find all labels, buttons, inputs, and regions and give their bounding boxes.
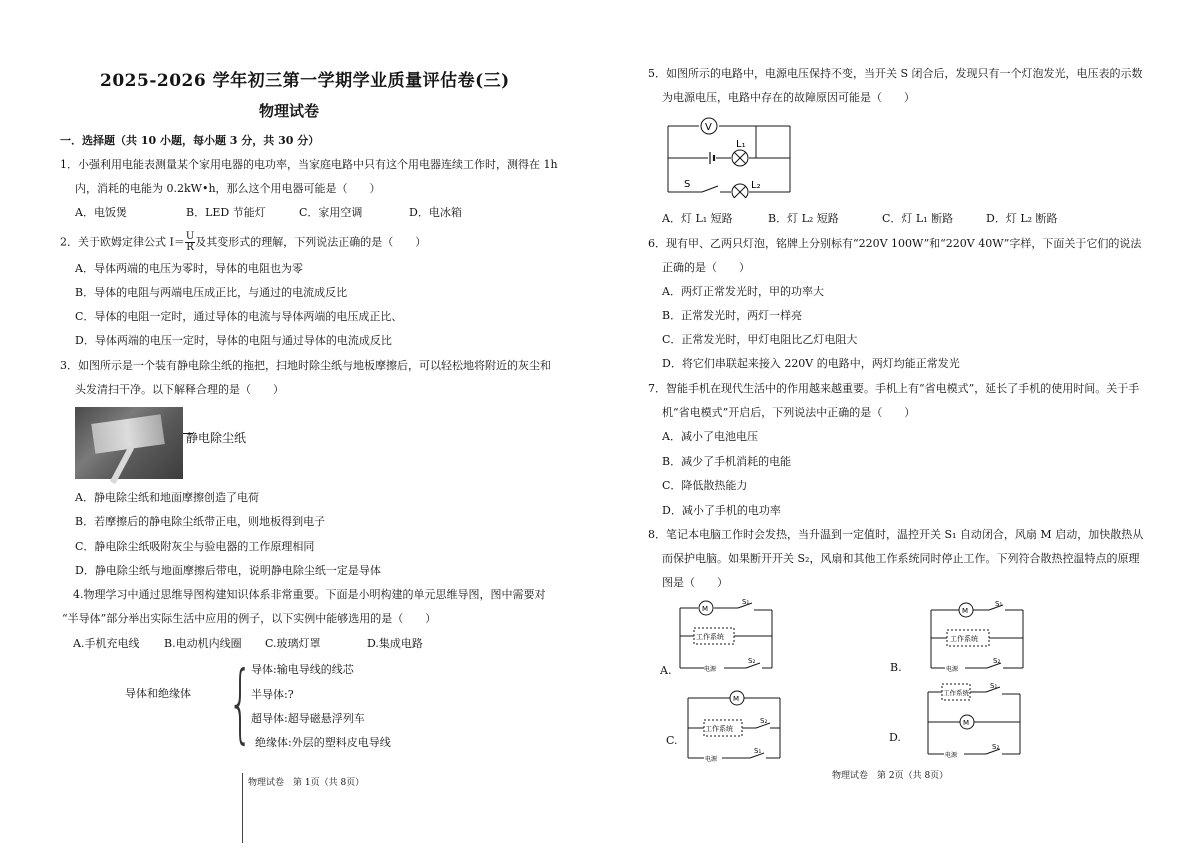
exam-page-2 (600, 0, 1200, 849)
question-4-option-a: A.手机充电线 (73, 637, 140, 650)
question-2-option-b: B．导体的电阻与两端电压成正比，与通过的电流成反比 (75, 286, 348, 299)
question-6-stem-line2: 正确的是（ ） (662, 261, 750, 274)
question-6-stem-line1: 6．现有甲、乙两只灯泡，铭牌上分别标有“220V 100W”和“220V 40W”字样，下面关于它们的说法 (648, 237, 1142, 250)
question-7-option-b: B．减少了手机消耗的电能 (662, 455, 792, 468)
work-system-label: 工作系统 (950, 635, 978, 643)
ohm-law-fraction (185, 232, 195, 253)
fan-motor-label: M (733, 695, 740, 703)
lamp-l1-label: L₁ (736, 139, 746, 150)
question-4-stem-line1: 4.物理学习中通过思维导图构建知识体系非常重要。下面是小明构建的单元思维导图，图中需要对 (73, 588, 546, 601)
question-6-option-a: A．两灯正常发光时，甲的功率大 (662, 285, 824, 298)
power-source-label: 电源 (705, 756, 718, 763)
voltmeter-label: V (705, 122, 712, 133)
question-5-stem-line1: 5．如图所示的电路中，电源电压保持不变，当开关 S 闭合后，发现只有一个灯泡发光，电压表的示数 (648, 67, 1143, 80)
fan-motor-label: M (963, 719, 970, 727)
question-1-stem-line1: 1．小强利用电能表测量某个家用电器的电功率，当家庭电路中只有这个用电器连续工作时，测得在 1h (60, 158, 558, 171)
q5-circuit-diagram (664, 116, 794, 198)
section-heading: 一．选择题（共 10 小题，每小题 3 分，共 30 分） (60, 134, 320, 147)
fraction-denominator: R (186, 242, 194, 253)
mindmap-brace: { (228, 653, 253, 753)
mindmap-item-insulator: 绝缘体:外层的塑料皮电导线 (255, 736, 391, 749)
switch-s2-label: S₂ (992, 743, 1000, 751)
question-4-option-d: D.集成电路 (367, 637, 423, 650)
question-5-option-c: C．灯 L₁ 断路 (882, 212, 954, 225)
mop-handle (110, 446, 134, 484)
question-5-option-a: A．灯 L₁ 短路 (662, 212, 733, 225)
question-7-option-c: C．降低散热能力 (662, 479, 748, 492)
circuit-b-diagram (927, 598, 1027, 674)
switch-s-label: S (684, 179, 691, 190)
question-8-stem-line2: 而保护电脑。如果断开开关 S₂，风扇和其他工作系统同时停止工作。下列符合散热控温特点的原理 (662, 552, 1140, 565)
question-6-option-c: C．正常发光时，甲灯电阻比乙灯电阻大 (662, 333, 858, 346)
switch-s1-label: S₁ (742, 598, 750, 606)
work-system-label: 工作系统 (705, 725, 733, 733)
mindmap-item-conductor: 导体:输电导线的线芯 (251, 663, 354, 676)
fan-motor-label: M (962, 607, 969, 615)
question-7-option-a: A．减小了电池电压 (662, 430, 758, 443)
question-3-option-b: B．若摩擦后的静电除尘纸带正电，则地板得到电子 (75, 515, 326, 528)
question-7-stem-line1: 7．智能手机在现代生活中的作用越来越重要。手机上有“省电模式”，延长了手机的使用时间。关于手 (648, 382, 1140, 395)
photo-label: 静电除尘纸 (186, 431, 247, 445)
mindmap-root: 导体和绝缘体 (125, 687, 191, 700)
switch-s1-label: S₁ (754, 747, 762, 755)
lamp-l1-symbol (732, 150, 748, 166)
question-8-stem-line1: 8．笔记本电脑工作时会发热，当升温到一定值时，温控开关 S₁ 自动闭合，风扇 M 启动，加快散热从 (648, 528, 1144, 541)
question-2-stem-post: 及其变形式的理解，下列说法正确的是（ ） (195, 235, 427, 249)
question-6-option-b: B．正常发光时，两灯一样亮 (662, 309, 803, 322)
fan-motor-label: M (702, 605, 709, 613)
question-2-option-a: A．导体两端的电压为零时，导体的电阻也为零 (75, 262, 303, 275)
margin-line (242, 773, 243, 843)
lamp-l2-symbol (732, 184, 748, 198)
switch-s2-label: S₂ (993, 657, 1001, 665)
question-1-option-c: C．家用空调 (299, 206, 363, 219)
question-7-stem-line2: 机“省电模式”开启后，下列说法中正确的是（ ） (662, 406, 916, 419)
question-5-option-d: D．灯 L₂ 断路 (986, 212, 1058, 225)
question-5-option-b: B．灯 L₂ 短路 (768, 212, 839, 225)
question-1-stem-line2: 内，消耗的电能为 0.2kW•h，那么这个用电器可能是（ ） (75, 182, 381, 195)
question-4-option-b: B.电动机内线圈 (164, 637, 242, 650)
question-2-option-d: D．导体两端的电压一定时，导体的电阻与通过导体的电流成反比 (75, 334, 392, 347)
fraction-numerator: U (185, 231, 195, 242)
mindmap-item-semiconductor: 半导体:? (251, 688, 294, 701)
question-6-option-d: D．将它们串联起来接入 220V 的电路中，两灯均能正常发光 (662, 357, 960, 370)
circuit-a-diagram (676, 598, 776, 674)
circuit-a-letter: A. (660, 664, 672, 677)
question-3-option-c: C．静电除尘纸吸附灰尘与验电器的工作原理相同 (75, 540, 315, 553)
page-footer-1: 物理试卷 第 1页（共 8页） (248, 778, 365, 788)
circuit-c-letter: C. (666, 734, 678, 747)
switch-s1-label: S₁ (995, 600, 1003, 608)
lamp-l2-label: L₂ (751, 180, 761, 191)
question-2-option-c: C．导体的电阻一定时，通过导体的电流与导体两端的电压成正比、 (75, 310, 403, 323)
question-8-stem-line3: 图是（ ） (662, 576, 728, 589)
exam-subtitle: 物理试卷 (259, 102, 320, 120)
work-system-label: 工作系统 (943, 689, 969, 697)
work-system-label: 工作系统 (696, 633, 724, 641)
mop-photo (75, 407, 183, 479)
switch-s1-label: S₁ (990, 682, 998, 690)
power-source-label: 电源 (945, 752, 958, 759)
page-footer-2: 物理试卷 第 2页（共 8页） (832, 771, 949, 781)
question-3-stem-line2: 头发清扫干净。以下解释合理的是（ ） (75, 383, 284, 396)
power-source-label: 电源 (946, 666, 959, 673)
circuit-d-letter: D. (889, 731, 901, 744)
mindmap-item-superconductor: 超导体:超导磁悬浮列车 (251, 712, 365, 725)
question-4-stem-line2: “半导体”部分举出实际生活中应用的例子，以下实例中能够选用的是（ ） (62, 612, 437, 625)
question-4-option-c: C.玻璃灯罩 (265, 637, 321, 650)
question-2-stem (60, 232, 426, 253)
question-1-option-d: D．电冰箱 (409, 206, 462, 219)
switch-s2-label: S₂ (748, 657, 756, 665)
circuit-b-letter: B. (890, 661, 902, 674)
switch-s-symbol (702, 186, 718, 192)
question-7-option-d: D．减小了手机的电功率 (662, 504, 781, 517)
power-source-label: 电源 (704, 666, 717, 673)
exam-title: 2025-2026 学年初三第一学期学业质量评估卷(三) (100, 71, 510, 91)
circuit-c-diagram (684, 688, 784, 766)
question-3-stem-line1: 3．如图所示是一个装有静电除尘纸的拖把，扫地时除尘纸与地板摩擦后，可以轻松地将附近的灰尘和 (60, 359, 551, 372)
question-3-option-a: A．静电除尘纸和地面摩擦创造了电荷 (75, 491, 259, 504)
switch-s2-label: S₂ (760, 717, 768, 725)
question-5-stem-line2: 为电源电压，电路中存在的故障原因可能是（ ） (662, 91, 915, 104)
circuit-d-diagram (924, 682, 1024, 762)
question-1-option-b: B．LED 节能灯 (186, 206, 266, 219)
question-1-option-a: A．电饭煲 (75, 206, 127, 219)
question-3-option-d: D．静电除尘纸与地面摩擦后带电，说明静电除尘纸一定是导体 (75, 564, 381, 577)
question-2-stem-pre: 2．关于欧姆定律公式 I＝ (60, 235, 185, 249)
